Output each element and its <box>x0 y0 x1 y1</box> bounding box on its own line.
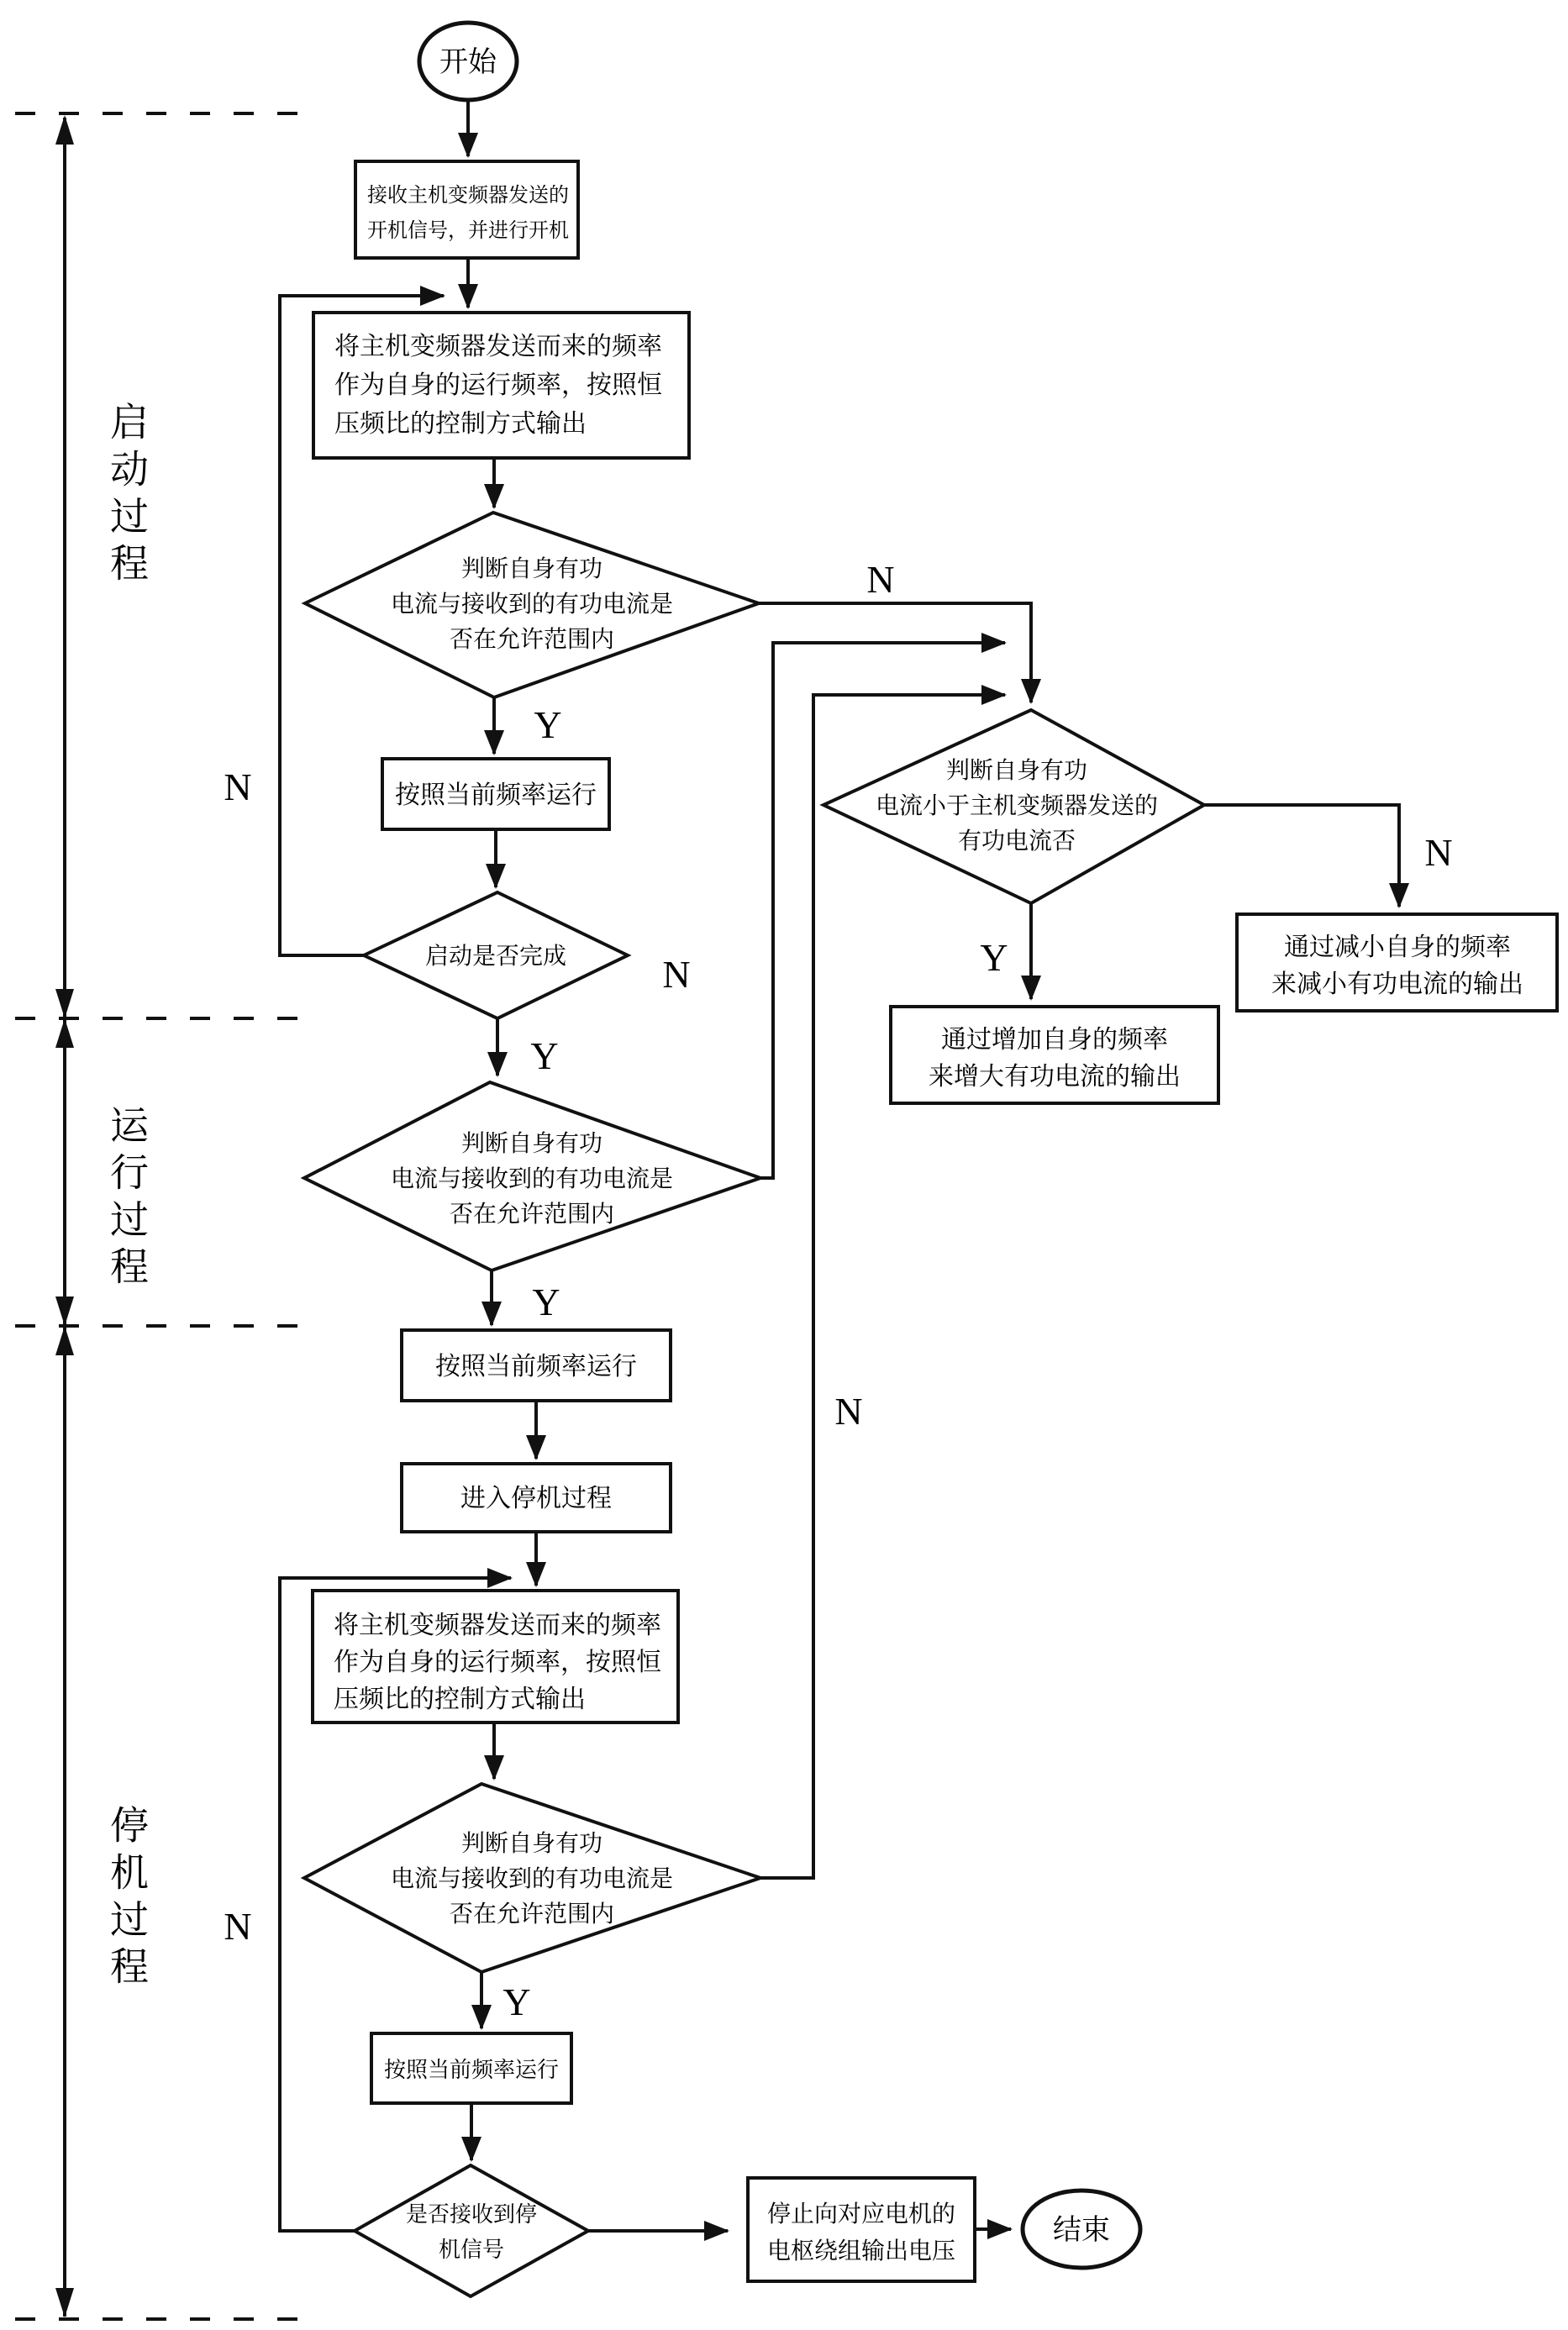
node-label: 将主机变频器发送而来的频率 <box>334 1611 661 1640</box>
phase-label-running: 运行过程 <box>104 1105 150 1293</box>
dimension-arrow-down-icon <box>55 1296 74 1326</box>
node-label: 来增大有功电流的输出 <box>929 1062 1181 1091</box>
branch-label-n: N <box>662 953 691 996</box>
end-label: 结束 <box>1053 2213 1110 2247</box>
node-label: 开机信号，并进行开机 <box>367 218 569 242</box>
start-label: 开始 <box>439 45 497 79</box>
node-label: 将主机变频器发送而来的频率 <box>334 332 662 361</box>
phase-label-startup: 启动过程 <box>104 402 150 590</box>
node-label: 停止向对应电机的 <box>767 2200 956 2227</box>
node-label: 通过减小自身的频率 <box>1284 933 1511 962</box>
process-stop-output <box>748 2178 975 2281</box>
node-label: 按照当前频率运行 <box>395 781 597 810</box>
node-label: 按照当前频率运行 <box>383 2058 560 2083</box>
node-label: 压频比的控制方式输出 <box>334 1685 586 1714</box>
phase-label-shutdown: 停机过程 <box>104 1805 150 1993</box>
dimension-arrow-down-icon <box>55 2288 74 2317</box>
branch-label-y: Y <box>532 1281 560 1323</box>
branch-label-n: N <box>224 1905 252 1948</box>
decision-stop-signal <box>355 2165 588 2296</box>
flow-n-startup-to-compare <box>759 603 1031 702</box>
branch-label-y: Y <box>980 936 1008 979</box>
node-label: 机信号 <box>438 2238 505 2263</box>
process-receive-signal <box>355 161 578 258</box>
node-label: 电流与接收到的有功电流是 <box>390 1865 674 1892</box>
branch-label-y: Y <box>502 1980 531 2023</box>
node-label: 电流与接收到的有功电流是 <box>390 1165 674 1192</box>
node-label: 作为自身的运行频率，按照恒 <box>334 1648 661 1677</box>
flow-arrow-n <box>1204 805 1399 907</box>
node-label: 判断自身有功 <box>460 1829 603 1857</box>
node-label: 电流与接收到的有功电流是 <box>390 590 674 618</box>
dimension-arrow-up-icon <box>55 1018 74 1048</box>
node-label: 来减小有功电流的输出 <box>1271 970 1523 999</box>
node-label: 电枢绕组输出电压 <box>767 2237 956 2264</box>
branch-label-y: Y <box>530 1034 559 1077</box>
dimension-arrow-up-icon <box>55 1326 74 1355</box>
dimension-arrow-up-icon <box>55 115 74 145</box>
node-label: 接收主机变频器发送的 <box>367 183 569 207</box>
node-label: 否在允许范围内 <box>449 1900 615 1928</box>
branch-label-n: N <box>224 765 252 808</box>
node-label: 通过增加自身的频率 <box>941 1025 1168 1055</box>
node-label: 判断自身有功 <box>945 756 1088 784</box>
dimension-arrow-down-icon <box>55 989 74 1018</box>
branch-label-n: N <box>834 1390 863 1433</box>
node-label: 否在允许范围内 <box>449 1200 615 1228</box>
node-label: 压频比的控制方式输出 <box>334 409 587 439</box>
branch-label-n: N <box>866 558 895 601</box>
node-label: 进入停机过程 <box>460 1484 612 1513</box>
node-label: 按照当前频率运行 <box>435 1352 637 1381</box>
node-label: 电流小于主机变频器发送的 <box>875 792 1159 819</box>
node-label: 启动是否完成 <box>424 942 567 970</box>
node-label: 作为自身的运行频率，按照恒 <box>334 371 662 400</box>
node-label: 判断自身有功 <box>460 555 603 582</box>
node-label: 有功电流否 <box>957 827 1076 855</box>
branch-label-n: N <box>1424 831 1453 874</box>
node-label: 否在允许范围内 <box>449 625 615 653</box>
branch-label-y: Y <box>534 703 562 746</box>
node-label: 判断自身有功 <box>460 1129 603 1157</box>
node-label: 是否接收到停 <box>405 2202 538 2227</box>
